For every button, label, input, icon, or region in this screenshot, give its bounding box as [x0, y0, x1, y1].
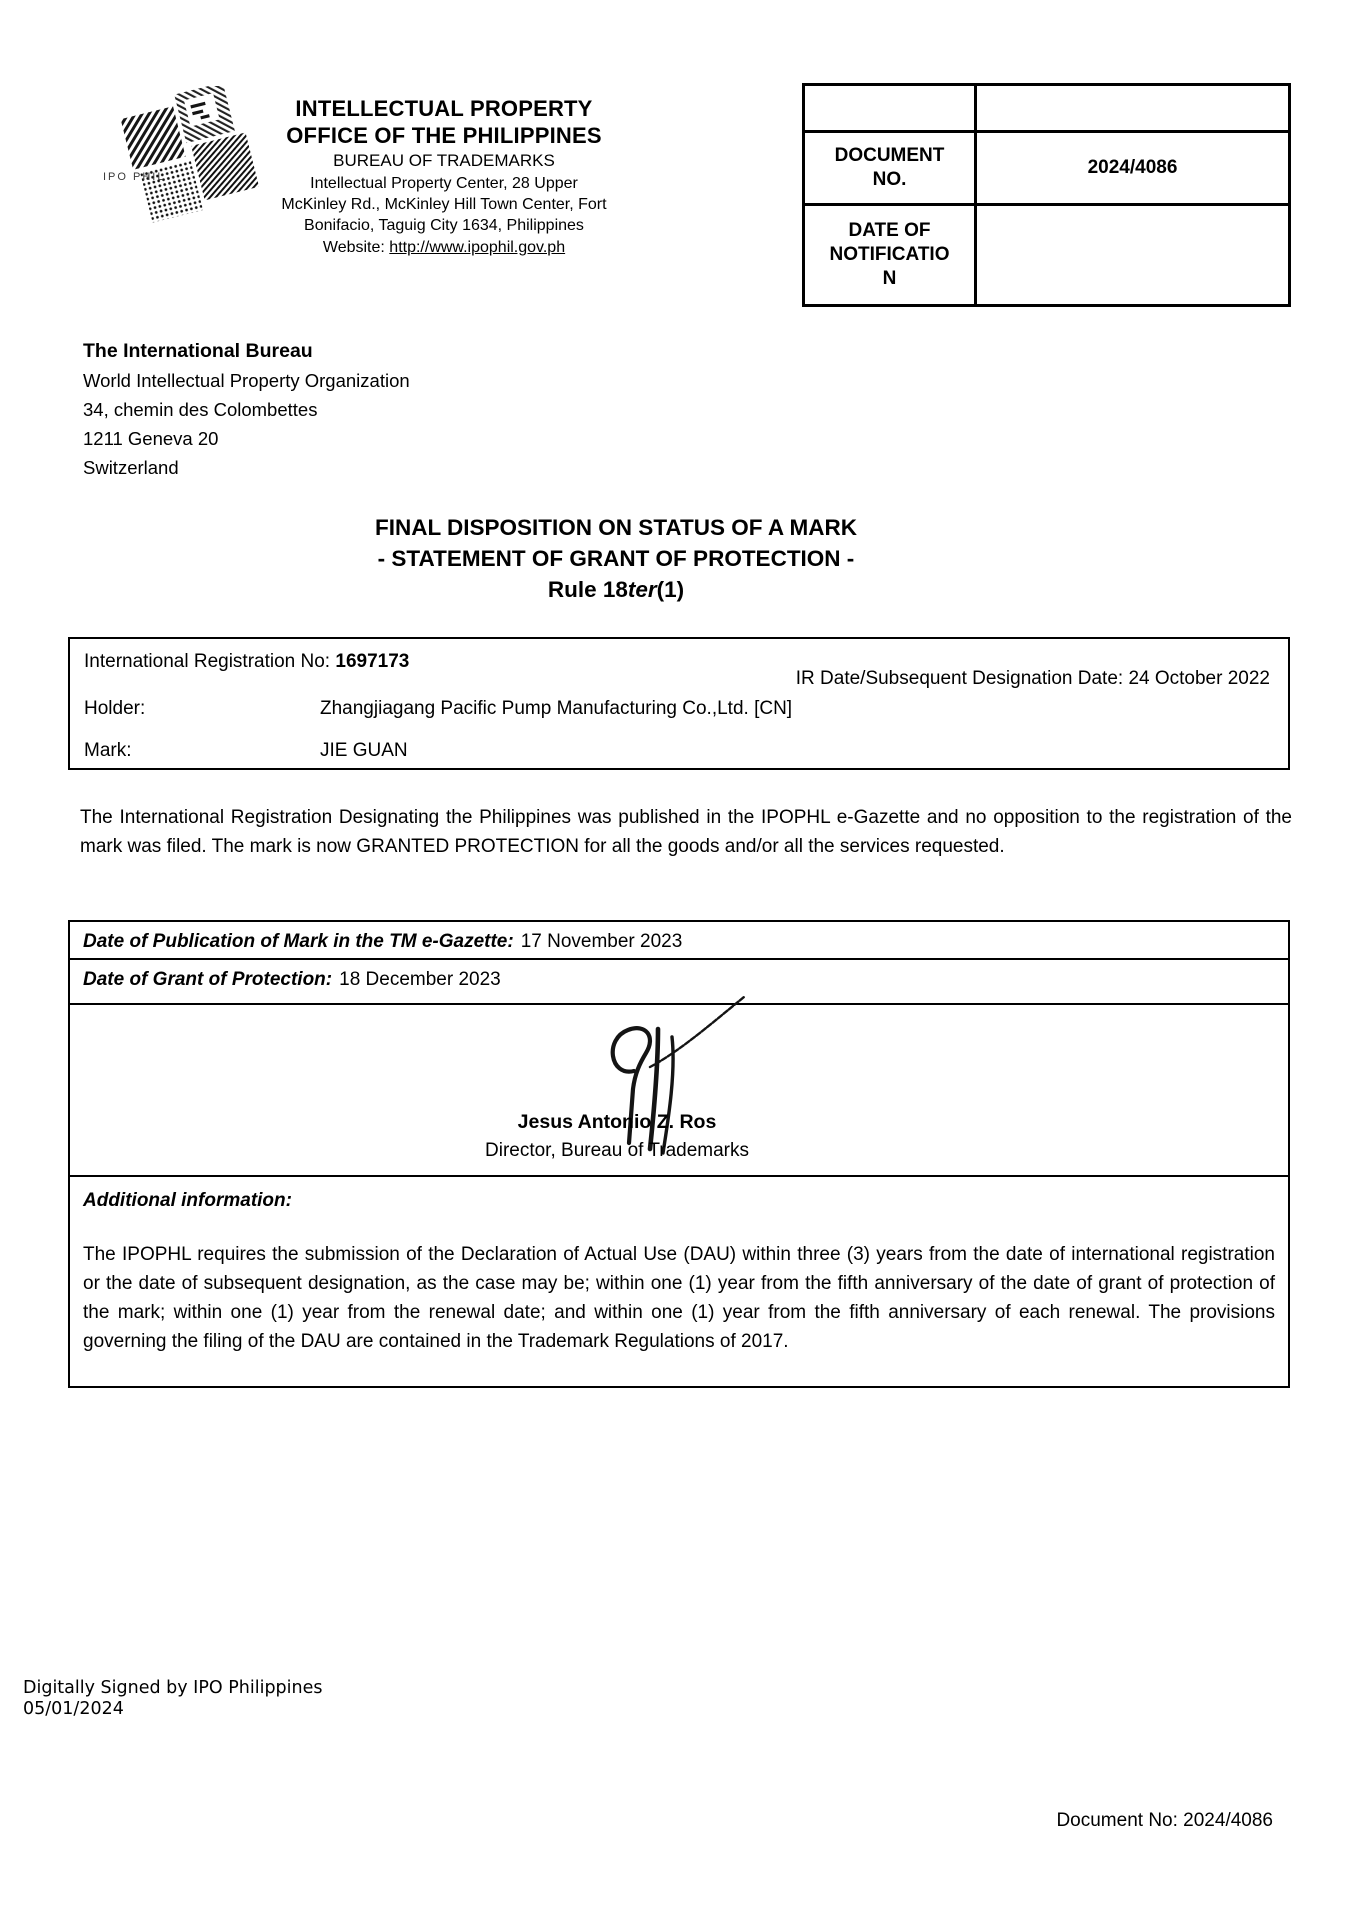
- grant-statement-paragraph: The International Registration Designating the Philippines was published in the IPOPHL e-Gazette and no opposition to the registration of the mark was filed. The mark is now GRANTED PROTECTION for all the goods and/or all the services requested.: [80, 807, 1292, 857]
- grant-details-table: [68, 920, 1290, 1388]
- signatory-name: Jesus Antonio Z. Ros: [517, 1111, 717, 1133]
- document-no-value: 2024/4086: [1087, 157, 1178, 178]
- title-rule-italic: ter: [627, 577, 657, 602]
- office-address-line2: McKinley Rd., McKinley Hill Town Center, Fort: [281, 196, 607, 213]
- grant-date-label: Date of Grant of Protection:: [83, 969, 333, 990]
- holder-label: Holder:: [84, 698, 146, 719]
- date-of-notification-label-cell: [805, 206, 977, 304]
- title-line2: - STATEMENT OF GRANT OF PROTECTION -: [377, 546, 855, 571]
- document-number-table: [802, 83, 1291, 307]
- digital-signature-line2: 05/01/2024: [23, 1699, 124, 1719]
- addressee-line3: 1211 Geneva 20: [83, 428, 219, 449]
- office-address-line1: Intellectual Property Center, 28 Upper: [310, 175, 578, 192]
- holder-value: Zhangjiagang Pacific Pump Manufacturing Co.,Ltd. [CN]: [320, 698, 793, 719]
- publication-date-label: Date of Publication of Mark in the TM e-Gazette:: [83, 931, 514, 952]
- ir-number-value: 1697173: [335, 651, 410, 672]
- ir-number-row: [84, 647, 409, 676]
- website-line: [244, 236, 644, 259]
- title-rule-suffix: (1): [656, 577, 685, 602]
- addressee-line4: Switzerland: [83, 457, 179, 478]
- bureau-name: BUREAU OF TRADEMARKS: [333, 151, 555, 170]
- addressee-name: The International Bureau: [83, 340, 313, 362]
- mark-label: Mark:: [84, 740, 132, 761]
- letterhead: [244, 95, 644, 259]
- grant-date-value: 18 December 2023: [339, 969, 501, 990]
- document-no-value-cell: [977, 133, 1288, 206]
- date-of-notification-value-cell: [977, 206, 1288, 304]
- office-address-line3: Bonifacio, Taguig City 1634, Philippines: [304, 217, 584, 234]
- ir-number-label: International Registration No:: [84, 651, 336, 672]
- footer-document-no: Document No: 2024/4086: [1056, 1810, 1273, 1831]
- digital-signature-line1: Digitally Signed by IPO Philippines: [23, 1678, 323, 1698]
- publication-date-value: 17 November 2023: [520, 931, 683, 952]
- website-link[interactable]: http://www.ipophil.gov.ph: [389, 239, 566, 256]
- document-no-label-cell: [805, 133, 977, 206]
- doc-table-empty-label-cell: [805, 86, 977, 133]
- document-title: [0, 512, 1232, 605]
- title-line1: FINAL DISPOSITION ON STATUS OF A MARK: [374, 515, 858, 540]
- publication-date-row: [70, 922, 1288, 958]
- mark-value: JIE GUAN: [320, 740, 408, 761]
- logo-caption-text: IPO PHIL: [103, 171, 166, 183]
- document-no-label: DOCUMENT NO.: [834, 145, 945, 190]
- signature-row: [70, 1003, 1288, 1175]
- registration-info-box: [68, 637, 1290, 770]
- website-label: Website:: [322, 239, 390, 256]
- addressee-line1: World Intellectual Property Organization: [83, 370, 410, 391]
- date-of-notification-label: DATE OF NOTIFICATION: [829, 220, 950, 289]
- title-line3: [0, 574, 1232, 605]
- org-name-line2: OFFICE OF THE PHILIPPINES: [286, 123, 602, 148]
- additional-info-heading: Additional information:: [83, 1190, 292, 1211]
- org-name-line1: INTELLECTUAL PROPERTY: [295, 96, 593, 121]
- additional-info-paragraph: The IPOPHL requires the submission of the Declaration of Actual Use (DAU) within three (3) years from the date of international registration or the date of subsequent designation, as the case may be; within one (1) year from the fifth anniversary of the date of grant of protection of the mark; within one (1) year from the renewal date; and within one (1) year from the fifth anniversary of each renewal. The provisions governing the filing of the DAU are contained in the Trademark Regulations of 2017.: [83, 1244, 1275, 1352]
- additional-information-row: [70, 1175, 1288, 1386]
- title-rule-prefix: Rule 18: [547, 577, 628, 602]
- doc-table-empty-value-cell: [977, 86, 1288, 133]
- digital-signature-note: [23, 1678, 323, 1720]
- addressee-line2: 34, chemin des Colombettes: [83, 399, 318, 420]
- signatory-title: Director, Bureau of Trademarks: [485, 1140, 749, 1161]
- signatory-block: [8, 1108, 1226, 1165]
- ir-date-text: IR Date/Subsequent Designation Date: 24 October 2022: [795, 668, 1270, 689]
- addressee-block: [83, 336, 410, 482]
